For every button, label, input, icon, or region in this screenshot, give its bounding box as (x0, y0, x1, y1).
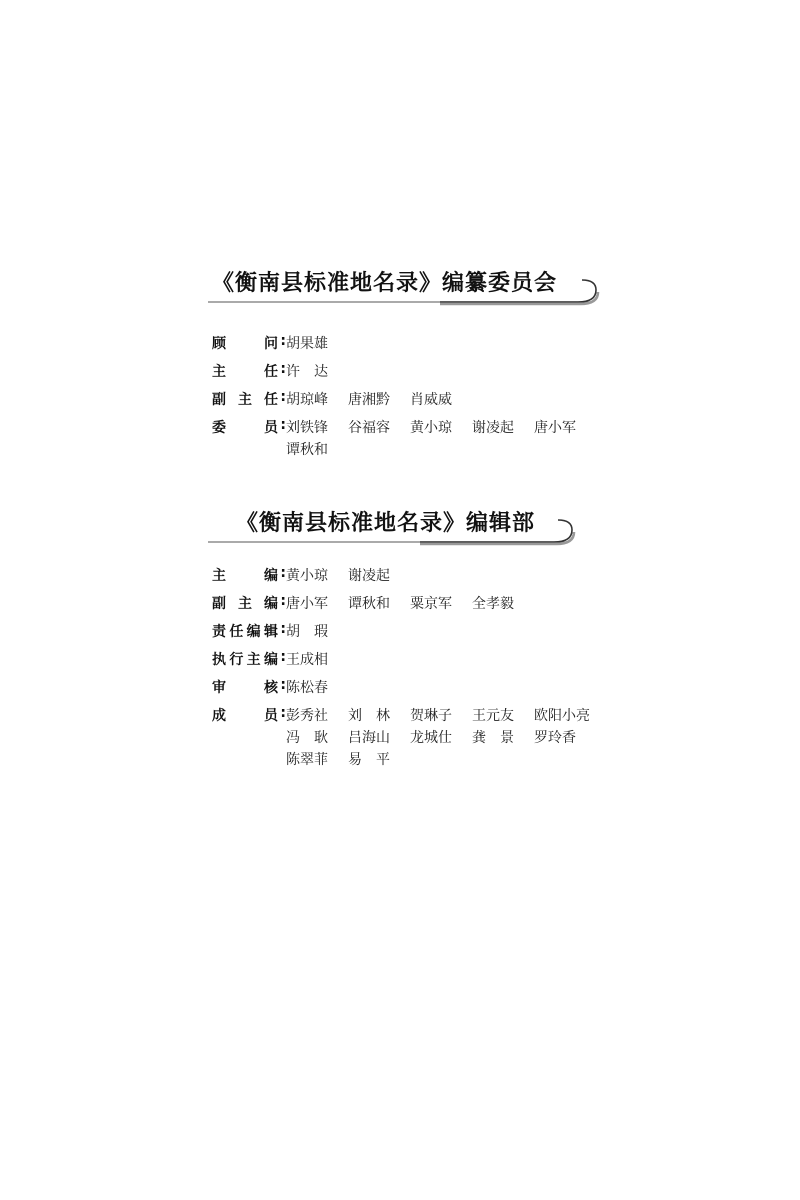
roster-row (0, 562, 800, 590)
label-colon: : (280, 361, 286, 377)
member-name: 肖威威 (410, 392, 452, 408)
label-colon: : (280, 621, 286, 637)
member-name: 易 平 (348, 752, 390, 768)
roster-row (0, 414, 800, 460)
committee-section (0, 262, 800, 458)
label-colon: : (280, 389, 286, 405)
roster-row (0, 674, 800, 702)
roster-row (0, 358, 800, 386)
member-name: 唐湘黔 (348, 392, 390, 408)
member-names (286, 677, 606, 699)
roster-row (0, 646, 800, 674)
committee-list (0, 330, 800, 460)
member-name: 陈翠菲 (286, 752, 328, 768)
editorial-title-bar (0, 502, 800, 548)
member-name: 谷福容 (348, 420, 390, 436)
role-label: 审 核 : (212, 677, 286, 696)
member-name: 王元友 (472, 708, 514, 724)
member-name: 黄小琼 (286, 568, 328, 584)
role-label: 主 编 : (212, 565, 286, 584)
role-label: 主 任 : (212, 361, 286, 380)
member-names (286, 361, 606, 383)
member-name: 欧阳小亮 (534, 708, 590, 724)
editorial-title: 《衡南县标准地名录》编辑部 (236, 510, 536, 536)
member-names (286, 621, 606, 643)
member-names (286, 389, 606, 411)
member-name: 胡 瑕 (286, 624, 328, 640)
member-names (286, 333, 606, 355)
member-name: 陈松春 (286, 680, 328, 696)
member-name: 谢凌起 (472, 420, 514, 436)
roster-row (0, 590, 800, 618)
role-label: 执 行 主 编 : (212, 649, 286, 668)
member-name: 龙城仕 (410, 730, 452, 746)
member-name: 吕海山 (348, 730, 390, 746)
member-name: 胡琼峰 (286, 392, 328, 408)
member-name: 彭秀社 (286, 708, 328, 724)
member-names (286, 417, 606, 461)
roster-row (0, 386, 800, 414)
role-label: 副 主 编 : (212, 593, 286, 612)
member-name: 刘 林 (348, 708, 390, 724)
label-colon: : (280, 649, 286, 665)
roster-row (0, 702, 800, 772)
roster-row (0, 330, 800, 358)
member-name: 贺琳子 (410, 708, 452, 724)
editorial-section (0, 502, 800, 768)
committee-title-bar (0, 262, 800, 308)
member-names (286, 705, 606, 771)
member-name: 谢凌起 (348, 568, 390, 584)
member-name: 罗玲香 (534, 730, 576, 746)
member-name: 王成相 (286, 652, 328, 668)
member-name: 谭秋和 (286, 442, 328, 458)
label-colon: : (280, 593, 286, 609)
member-name: 刘铁锋 (286, 420, 328, 436)
role-label: 责 任 编 辑 : (212, 621, 286, 640)
label-colon: : (280, 333, 286, 349)
role-label: 顾 问 : (212, 333, 286, 352)
member-name: 龚 景 (472, 730, 514, 746)
role-label: 成 员 : (212, 705, 286, 724)
member-name: 谭秋和 (348, 596, 390, 612)
role-label: 委 员 : (212, 417, 286, 436)
member-names (286, 593, 606, 615)
member-names (286, 649, 606, 671)
member-names (286, 565, 606, 587)
member-name: 唐小军 (286, 596, 328, 612)
member-name: 冯 耿 (286, 730, 328, 746)
label-colon: : (280, 565, 286, 581)
editorial-list (0, 562, 800, 772)
role-label: 副 主 任 : (212, 389, 286, 408)
roster-row (0, 618, 800, 646)
member-name: 许 达 (286, 364, 328, 380)
label-colon: : (280, 417, 286, 433)
member-name: 胡果雄 (286, 336, 328, 352)
member-name: 黄小琼 (410, 420, 452, 436)
label-colon: : (280, 705, 286, 721)
committee-title: 《衡南县标准地名录》编纂委员会 (212, 270, 558, 296)
label-colon: : (280, 677, 286, 693)
member-name: 唐小军 (534, 420, 576, 436)
member-name: 粟京军 (410, 596, 452, 612)
member-name: 全孝毅 (472, 596, 514, 612)
